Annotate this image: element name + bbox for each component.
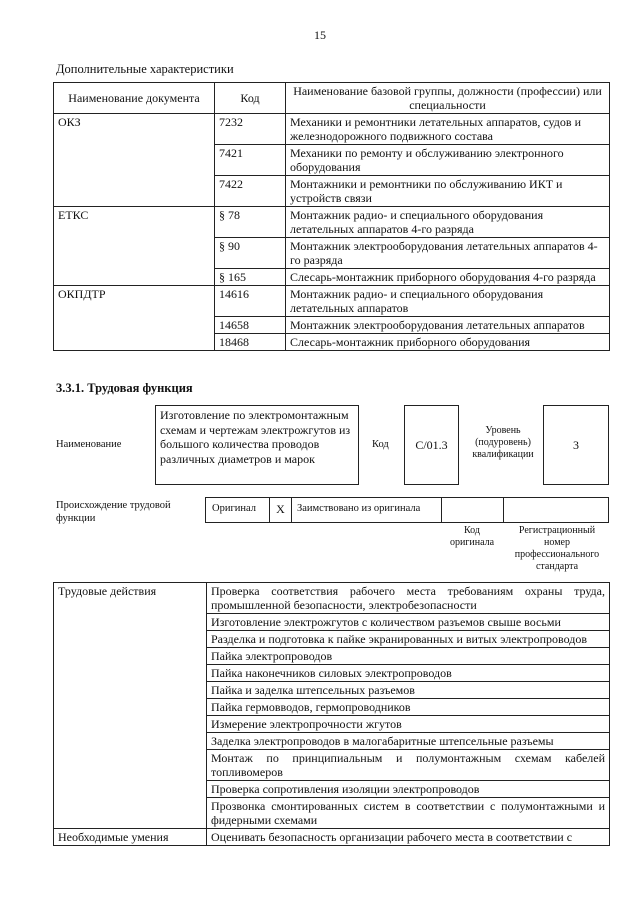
doc-cell: ЕТКС (54, 207, 215, 286)
origin-row (205, 497, 609, 523)
action-item: Пайка наконечников силовых электропроводов (207, 665, 610, 682)
original-cell: Оригинал (206, 497, 270, 523)
name-cell: Слесарь-монтажник приборного оборудования 4-го разряда (286, 269, 610, 286)
doc-cell: ОКЗ (54, 114, 215, 207)
function-name-box: Изготовление по электромонтажным схемам и чертежам электрожгутов из большого количества проводов различных диаметров и марок (155, 405, 359, 485)
action-item: Пайка гермовводов, гермопроводников (207, 699, 610, 716)
action-item: Изготовление электрожгутов с количеством разъемов свыше восьми (207, 614, 610, 631)
header-name: Наименование базовой группы, должности (профессии) или специальности (286, 83, 610, 114)
name-cell: Монтажник радио- и специального оборудования летательных аппаратов (286, 286, 610, 317)
reg-number-caption: Регистрационный номер профессионального стандарта (514, 525, 600, 572)
code-label: Код (372, 439, 389, 450)
page-number: 15 (314, 28, 326, 42)
header-code: Код (215, 83, 286, 114)
code-original-caption: Код оригинала (449, 525, 495, 548)
code-cell: 7232 (215, 114, 286, 145)
code-cell: 7421 (215, 145, 286, 176)
actions-label: Трудовые действия (54, 583, 207, 829)
code-cell: § 165 (215, 269, 286, 286)
level-value-box: 3 (543, 405, 609, 485)
table-row (54, 829, 610, 846)
table-row (54, 207, 610, 238)
action-item: Заделка электропроводов в малогабаритные штепсельные разъемы (207, 733, 610, 750)
name-cell: Монтажник радио- и специального оборудования летательных аппаратов 4-го разряда (286, 207, 610, 238)
action-item: Разделка и подготовка к пайке экранированных и витых электропроводов (207, 631, 610, 648)
code-cell: 7422 (215, 176, 286, 207)
table-row (54, 114, 610, 145)
doc-cell: ОКПДТР (54, 286, 215, 351)
name-cell: Монтажники и ремонтники по обслуживанию ИКТ и устройств связи (286, 176, 610, 207)
code-cell: 14616 (215, 286, 286, 317)
table-header-row (54, 83, 610, 114)
name-cell: Монтажник электрооборудования летательных аппаратов 4-го разряда (286, 238, 610, 269)
classification-table (53, 82, 610, 351)
skills-label: Необходимые умения (54, 829, 207, 846)
header-document: Наименование документа (54, 83, 215, 114)
name-cell: Механики и ремонтники летательных аппаратов, судов и железнодорожного подвижного состава (286, 114, 610, 145)
function-code-box: С/01.3 (404, 405, 459, 485)
action-item: Пайка и заделка штепсельных разъемов (207, 682, 610, 699)
origin-label: Происхождение трудовой функции (56, 500, 171, 524)
action-item: Монтаж по принципиальным и полумонтажным схемам кабелей топливомеров (207, 750, 610, 781)
name-label: Наименование (56, 439, 122, 450)
code-cell: 18468 (215, 334, 286, 351)
action-item: Проверка соответствия рабочего места требованиям охраны труда, промышленной безопасности, электробезопасности (207, 583, 610, 614)
skill-item: Оценивать безопасность организации рабочего места в соответствии с (207, 829, 610, 846)
code-cell: § 78 (215, 207, 286, 238)
level-label: Уровень (подуровень) квалификации (472, 425, 534, 460)
action-item: Пайка электропроводов (207, 648, 610, 665)
borrowed-cell: Заимствовано из оригинала (292, 497, 442, 523)
action-item: Измерение электропрочности жгутов (207, 716, 610, 733)
action-item: Прозвонка смонтированных систем в соответствии с полумонтажными и фидерными схемами (207, 798, 610, 829)
name-cell: Монтажник электрооборудования летательных аппаратов (286, 317, 610, 334)
section-title: Дополнительные характеристики (56, 62, 234, 76)
code-cell: § 90 (215, 238, 286, 269)
code-original-cell (442, 497, 504, 523)
action-item: Проверка сопротивления изоляции электропроводов (207, 781, 610, 798)
name-cell: Слесарь-монтажник приборного оборудования (286, 334, 610, 351)
original-mark: X (270, 497, 292, 523)
name-cell: Механики по ремонту и обслуживанию электронного оборудования (286, 145, 610, 176)
code-cell: 14658 (215, 317, 286, 334)
labor-actions-table (53, 582, 610, 846)
function-heading: 3.3.1. Трудовая функция (56, 381, 193, 395)
table-row (54, 583, 610, 614)
table-row (54, 286, 610, 317)
